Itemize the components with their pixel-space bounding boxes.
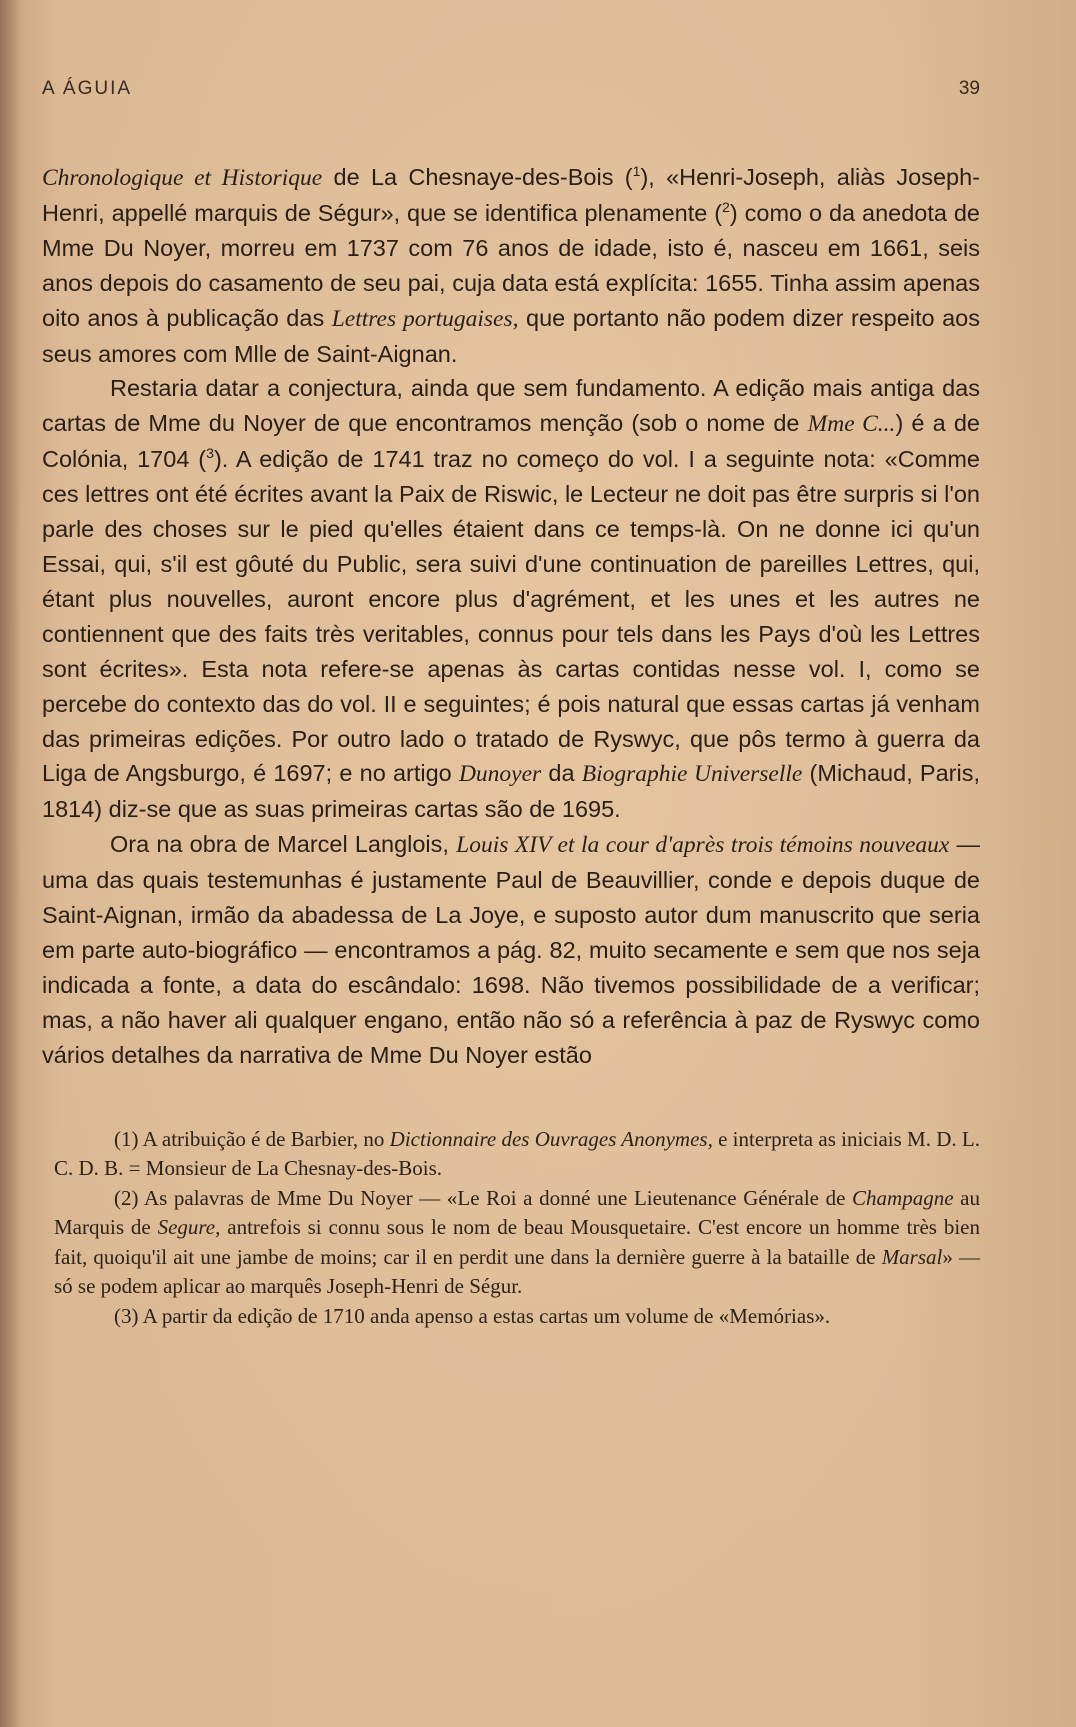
text-run: (Michaud, Paris, 1814) diz-se que as suas primeiras cartas são de 1695. <box>42 760 980 823</box>
page-number: 39 <box>958 78 980 99</box>
footnote-1 <box>54 1125 980 1184</box>
place-italic: Champagne <box>852 1185 954 1210</box>
body-text <box>42 160 980 1073</box>
text-run: au Marquis de <box>54 1185 980 1240</box>
footnote-mark: (1) <box>114 1126 139 1151</box>
text-run: de La Chesnaye-des-Bois ( <box>322 164 633 190</box>
running-head: A ÁGUIA <box>42 78 133 99</box>
title-italic: Chronologique et Historique <box>42 165 323 191</box>
text-run: ) como o da anedota de Mme Du Noyer, morreu em 1737 com 76 anos de idade, isto é, nasceu em 1661, seis anos depois do casamento de seu pai, cuja data está explícita: 1655. Tinha assim apenas oito anos à publicação das <box>42 199 980 331</box>
text-run: e interpreta as iniciais M. D. L. C. D. B. = Monsieur de La Chesnay-des-Bois. <box>54 1126 980 1181</box>
title-italic: Lettres portugaises, <box>331 305 519 332</box>
page-header <box>42 78 980 118</box>
text-run: » — só se podem aplicar ao marquês Joseph-Henri de Ségur. <box>54 1244 980 1299</box>
paragraph-1 <box>42 160 980 371</box>
title-italic: Louis XIV et la cour d'après trois témoins nouveaux <box>456 832 950 859</box>
footnote-ref-3: 3 <box>206 445 214 462</box>
text-run: ), «Henri-Joseph, aliàs Joseph-Henri, appellé marquis de Ségur», que se identifica plenamente ( <box>42 164 980 226</box>
text-run: Ora na obra de Marcel Langlois, <box>110 831 457 858</box>
paragraph-2 <box>42 371 980 827</box>
text-run: A atribuição é de Barbier, no <box>138 1126 390 1151</box>
text-run: ) é a de Colónia, 1704 ( <box>42 410 980 473</box>
name-italic: Mme C... <box>807 411 896 438</box>
text-run: A partir da edição de 1710 anda apenso a estas cartas um volume de «Memórias». <box>138 1303 831 1328</box>
text-run: que portanto não podem dizer respeito aos seus amores com Mlle de Saint-Aignan. <box>42 304 980 367</box>
footnote-ref-2: 2 <box>722 199 730 216</box>
footnotes <box>54 1125 980 1332</box>
footnote-mark: (2) <box>114 1185 139 1210</box>
text-run: antrefois si connu sous le nom de beau Mousquetaire. C'est encore un homme très bien fait, quoiqu'il ait une jambe de moins; car il en perdit une dans la dernière guerre à la bataille de <box>54 1215 980 1269</box>
footnote-mark: (3) <box>114 1303 139 1328</box>
text-run: As palavras de Mme Du Noyer — «Le Roi a donné une Lieutenance Générale de <box>138 1185 853 1210</box>
text-run: Restaria datar a conjectura, ainda que sem fundamento. A edição mais antiga das cartas de Mme du Noyer de que encontramos menção (sob o nome de <box>42 375 980 437</box>
place-italic: Marsal <box>881 1244 943 1269</box>
text-run: da <box>541 760 582 787</box>
title-italic: Dictionnaire des Ouvrages Anonymes, <box>389 1126 713 1151</box>
name-italic: Dunoyer <box>458 761 542 788</box>
footnote-3 <box>54 1302 980 1332</box>
footnote-ref-1: 1 <box>632 163 641 180</box>
name-italic: Segure, <box>157 1215 221 1240</box>
title-italic: Biographie Universelle <box>581 761 803 788</box>
paragraph-3 <box>42 827 980 1072</box>
text-run: ). A edição de 1741 traz no começo do vol. I a seguinte nota: «Comme ces lettres ont été écrites avant la Paix de Riswic, le Lecteur ne doit pas être surpris si l'on parle des choses sur le pied qu'elles étaient dans ce temps-là. On ne donne ici qu'un Essai, qui, s'il est gôuté du Public, sera suivi d'une continuation de pareilles Lettres, qui, étant plus nouvelles, auront encore plus d'agrément, et les unes et les autres ne contiennent que des faits très veritables, connus pour tels dans les Pays d'où les Lettres sont écrites». Esta nota refere-se apenas às cartas contidas nesse vol. I, como se percebe do contexto das do vol. II e seguintes; é pois natural que essas cartas já venham das primeiras edições. Por outro lado o tratado de Ryswyc, que pôs termo à guerra da Liga de Angsburgo, é 1697; e no artigo <box>42 446 980 787</box>
footnote-2 <box>54 1184 980 1302</box>
text-run: — uma das quais testemunhas é justamente Paul de Beauvillier, conde e depois duque de Saint-Aignan, irmão da abadessa de La Joye, e suposto autor dum manuscrito que seria em parte auto-biográfico — encontramos a pág. 82, muito secamente e sem que nos seja indicada a fonte, a data do escândalo: 1698. Não tivemos possibilidade de a verificar; mas, a não haver ali qualquer engano, então não só a referência à paz de Ryswyc como vários detalhes da narrativa de Mme Du Noyer estão <box>42 831 981 1068</box>
